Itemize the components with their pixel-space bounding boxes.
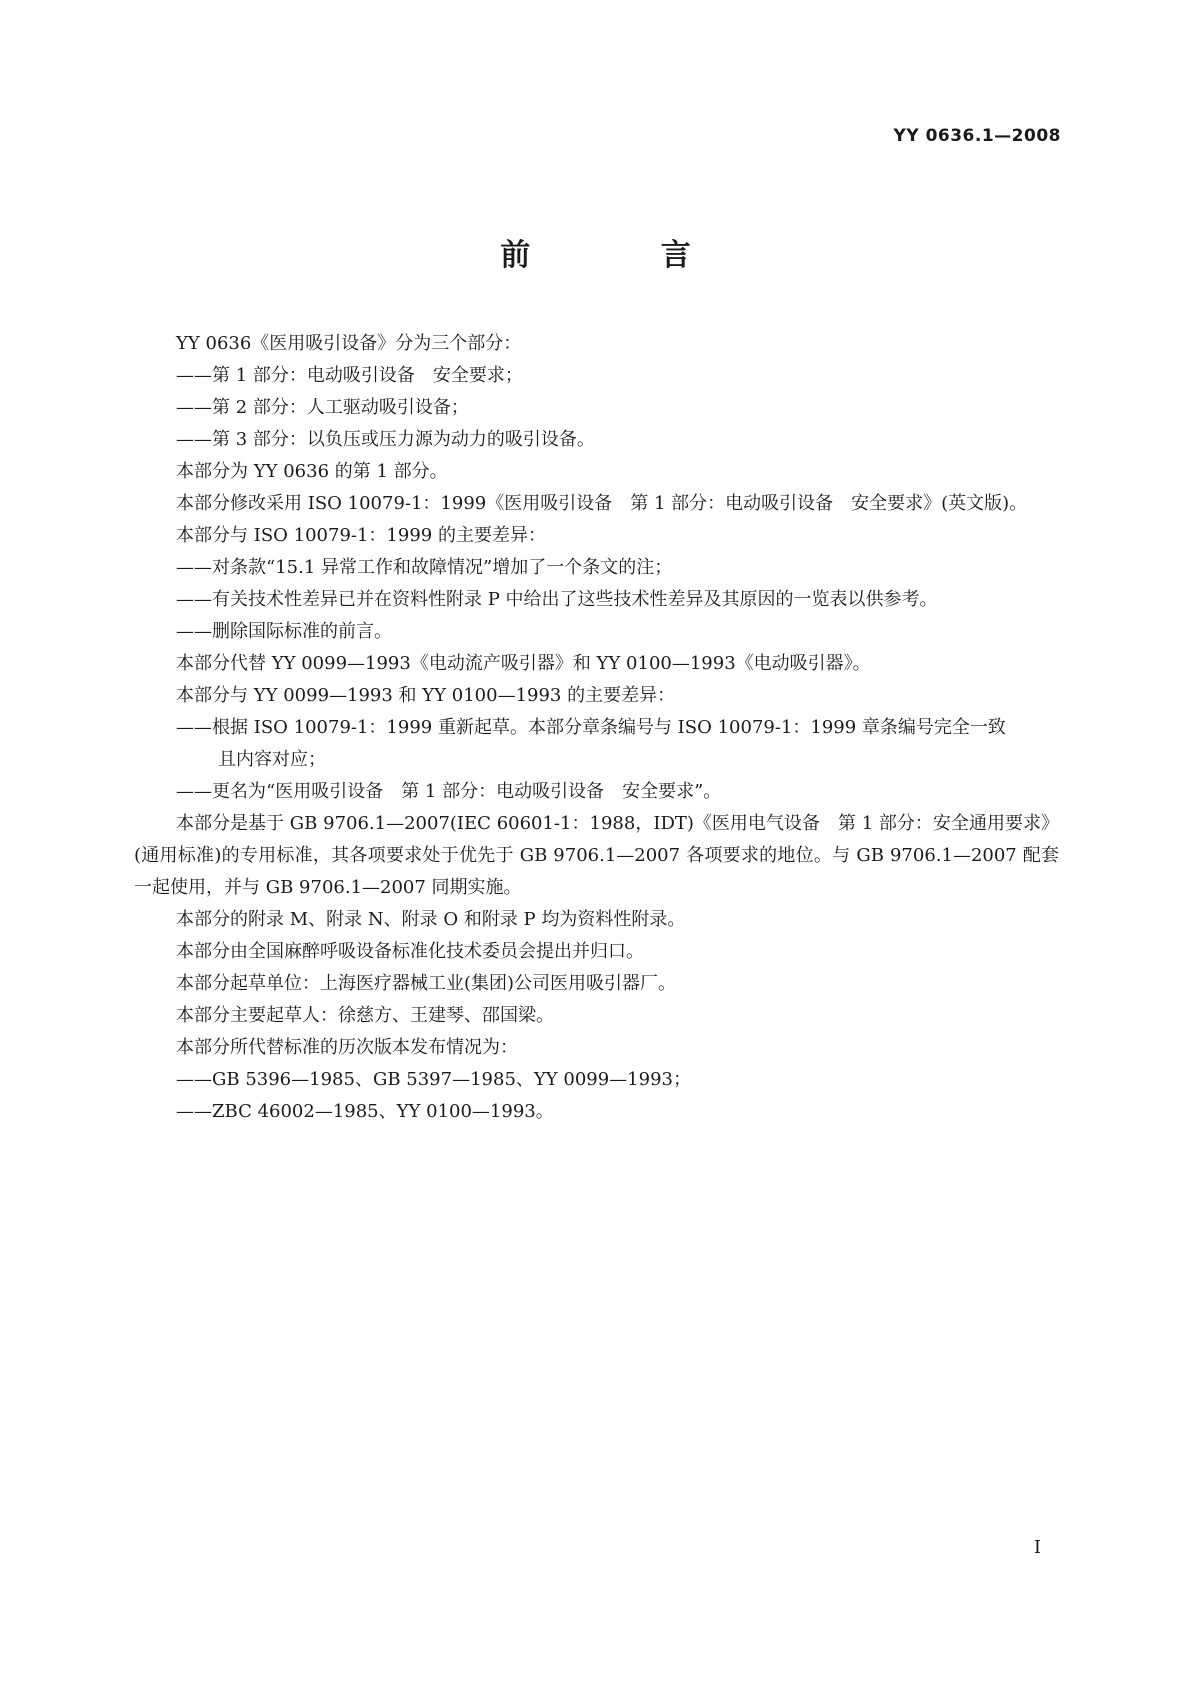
list-item: ——第 1 部分：电动吸引设备 安全要求； — [176, 365, 523, 386]
page-number: I — [1033, 1537, 1041, 1558]
list-item-continuation: 且内容对应； — [218, 749, 326, 770]
paragraph: 本部分是基于 GB 9706.1—2007(IEC 60601-1：1988，IDT)《医用电气设备 第 1 部分：安全通用要求》(通用标准)的专用标准，其各项要求处于优先于 GB 9706.1—2007 各项要求的地位。与 GB 9706.1—2007 配套一起使用，并与 GB 9706.1—2007 同期实施。 — [134, 813, 1059, 898]
list-item: ——有关技术性差异已并在资料性附录 P 中给出了这些技术性差异及其原因的一览表以供参考。 — [176, 589, 938, 610]
paragraph: 本部分起草单位：上海医疗器械工业(集团)公司医用吸引器厂。 — [176, 973, 677, 994]
list-item: ——更名为“医用吸引设备 第 1 部分：电动吸引设备 安全要求”。 — [176, 781, 722, 802]
paragraph: YY 0636《医用吸引设备》分为三个部分： — [176, 333, 522, 354]
list-item: ——根据 ISO 10079-1：1999 重新起草。本部分章条编号与 ISO 10079-1：1999 章条编号完全一致 — [176, 717, 1006, 738]
foreword-body — [134, 328, 1059, 1128]
paragraph: 本部分所代替标准的历次版本发布情况为： — [176, 1037, 518, 1058]
list-item: ——第 2 部分：人工驱动吸引设备； — [176, 397, 469, 418]
paragraph: 本部分由全国麻醉呼吸设备标准化技术委员会提出并归口。 — [176, 941, 644, 962]
list-item: ——第 3 部分：以负压或压力源为动力的吸引设备。 — [176, 429, 595, 450]
paragraph: 本部分与 YY 0099—1993 和 YY 0100—1993 的主要差异： — [176, 685, 676, 706]
paragraph: 本部分主要起草人：徐慈方、王建琴、邵国梁。 — [176, 1005, 554, 1026]
paragraph: 本部分与 ISO 10079-1：1999 的主要差异： — [176, 525, 546, 546]
paragraph: 本部分代替 YY 0099—1993《电动流产吸引器》和 YY 0100—1993《电动吸引器》。 — [176, 653, 871, 674]
page-title: 前 言 — [500, 238, 751, 273]
paragraph: 本部分的附录 M、附录 N、附录 O 和附录 P 均为资料性附录。 — [176, 909, 686, 930]
list-item: ——ZBC 46002—1985、YY 0100—1993。 — [176, 1101, 554, 1122]
standard-code: YY 0636.1—2008 — [893, 126, 1061, 146]
list-item: ——GB 5396—1985、GB 5397—1985、YY 0099—1993； — [176, 1069, 691, 1090]
list-item: ——删除国际标准的前言。 — [176, 621, 392, 642]
list-item: ——对条款“15.1 异常工作和故障情况”增加了一个条文的注； — [176, 557, 673, 578]
paragraph: 本部分修改采用 ISO 10079-1：1999《医用吸引设备 第 1 部分：电动吸引设备 安全要求》(英文版)。 — [176, 493, 1028, 514]
paragraph: 本部分为 YY 0636 的第 1 部分。 — [176, 461, 448, 482]
